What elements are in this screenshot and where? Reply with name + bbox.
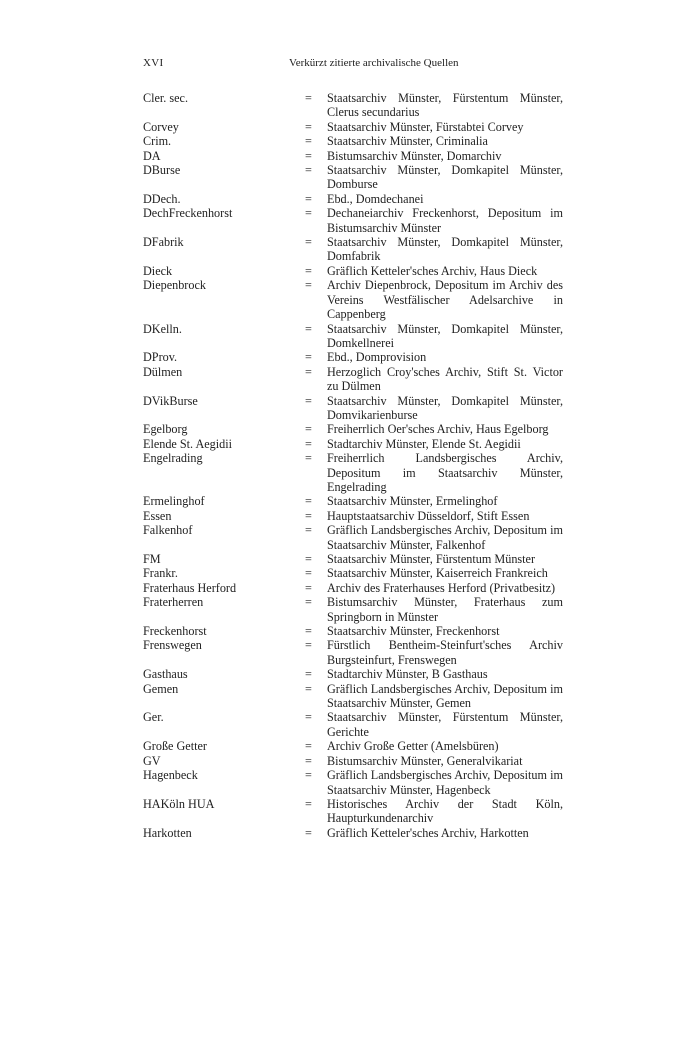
abbreviation-entry bbox=[143, 163, 563, 192]
abbreviation-entry bbox=[143, 91, 563, 120]
equals-sign: = bbox=[305, 235, 312, 250]
equals-sign: = bbox=[305, 552, 312, 566]
entry-description: Archiv Diepenbrock, Depositum im Archiv des Vereins Westfälischer Adelsarchive in Cappenberg bbox=[327, 278, 563, 322]
equals-sign: = bbox=[305, 753, 312, 768]
entry-abbreviation: FM bbox=[143, 552, 161, 566]
entry-abbreviation: Corvey bbox=[143, 119, 179, 134]
entry-abbreviation: DechFreckenhorst bbox=[143, 206, 233, 221]
abbreviation-entry bbox=[143, 523, 563, 552]
equals-sign: = bbox=[305, 436, 312, 451]
entry-abbreviation: Freckenhorst bbox=[143, 624, 207, 639]
abbreviation-entry bbox=[143, 206, 563, 235]
entry-abbreviation: DA bbox=[143, 148, 161, 163]
abbreviation-entry bbox=[143, 754, 563, 768]
entry-abbreviation: DProv. bbox=[143, 350, 178, 365]
entry-description: Gräflich Landsbergisches Archiv, Depositum im Staatsarchiv Münster, Falkenhof bbox=[327, 523, 563, 552]
abbreviation-entry bbox=[143, 826, 563, 840]
entry-description: Ebd., Domdechanei bbox=[327, 191, 424, 206]
entry-description: Staatsarchiv Münster, Freckenhorst bbox=[327, 624, 500, 639]
entry-abbreviation: Falkenhof bbox=[143, 523, 193, 538]
entry-abbreviation: DBurse bbox=[143, 163, 181, 178]
entry-description: Freiherrlich Landsbergisches Archiv, Depositum im Staatsarchiv Münster, Engelrading bbox=[327, 451, 563, 494]
entry-abbreviation: DVikBurse bbox=[143, 393, 198, 408]
equals-sign: = bbox=[305, 595, 312, 610]
entry-description: Staatsarchiv Münster, Kaiserreich Frankreich bbox=[327, 566, 548, 581]
entry-description: Staatsarchiv Münster, Fürstentum Münster, Gerichte bbox=[327, 710, 563, 739]
equals-sign: = bbox=[305, 134, 312, 149]
abbreviation-entry bbox=[143, 682, 563, 711]
abbreviation-entry bbox=[143, 797, 563, 826]
equals-sign: = bbox=[305, 451, 312, 466]
entry-description: Staatsarchiv Münster, Domkapitel Münster, Domkellnerei bbox=[327, 321, 563, 350]
abbreviation-entry bbox=[143, 264, 563, 278]
entry-abbreviation: Große Getter bbox=[143, 739, 207, 754]
abbreviation-entry bbox=[143, 134, 563, 148]
entry-description: Ebd., Domprovision bbox=[327, 350, 427, 365]
abbreviation-entry bbox=[143, 624, 563, 638]
equals-sign: = bbox=[305, 825, 312, 840]
equals-sign: = bbox=[305, 163, 312, 178]
equals-sign: = bbox=[305, 566, 312, 581]
entry-description: Gräflich Ketteler'sches Archiv, Harkotten bbox=[327, 825, 529, 840]
abbreviation-entry bbox=[143, 365, 563, 394]
equals-sign: = bbox=[305, 206, 312, 221]
equals-sign: = bbox=[305, 148, 312, 163]
equals-sign: = bbox=[305, 523, 312, 538]
entry-abbreviation: Gemen bbox=[143, 681, 179, 696]
entry-abbreviation: Ger. bbox=[143, 710, 164, 725]
equals-sign: = bbox=[305, 494, 312, 509]
abbreviation-entry bbox=[143, 451, 563, 494]
page-number: XVI bbox=[143, 57, 164, 69]
equals-sign: = bbox=[305, 681, 312, 696]
equals-sign: = bbox=[305, 350, 312, 365]
entry-abbreviation: Frenswegen bbox=[143, 638, 202, 653]
abbreviation-entry bbox=[143, 667, 563, 681]
entry-abbreviation: DDech. bbox=[143, 191, 181, 206]
entry-description: Historisches Archiv der Stadt Köln, Haupturkundenarchiv bbox=[327, 796, 563, 826]
equals-sign: = bbox=[305, 796, 312, 811]
entry-abbreviation: Crim. bbox=[143, 134, 172, 149]
abbreviation-entry bbox=[143, 422, 563, 436]
equals-sign: = bbox=[305, 739, 312, 754]
entry-description: Freiherrlich Oer'sches Archiv, Haus Egelborg bbox=[327, 422, 549, 437]
entry-description: Archiv Große Getter (Amelsbüren) bbox=[327, 739, 499, 754]
entry-description: Hauptstaatsarchiv Düsseldorf, Stift Essen bbox=[327, 508, 530, 523]
abbreviation-entry bbox=[143, 509, 563, 523]
abbreviation-entry bbox=[143, 149, 563, 163]
entry-abbreviation: Essen bbox=[143, 508, 172, 523]
equals-sign: = bbox=[305, 191, 312, 206]
equals-sign: = bbox=[305, 667, 312, 682]
entry-description: Stadtarchiv Münster, Elende St. Aegidii bbox=[327, 436, 521, 451]
entry-description: Staatsarchiv Münster, Domkapitel Münster, Domvikarienburse bbox=[327, 393, 563, 422]
abbreviation-entry bbox=[143, 494, 563, 508]
abbreviation-entry bbox=[143, 566, 563, 580]
entry-description: Fürstlich Bentheim-Steinfurt'sches Archiv Burgsteinfurt, Frenswegen bbox=[327, 638, 563, 667]
abbreviation-entry bbox=[143, 739, 563, 753]
entry-description: Staatsarchiv Münster, Fürstabtei Corvey bbox=[327, 119, 524, 134]
entry-abbreviation: Gasthaus bbox=[143, 667, 188, 682]
abbreviation-entry bbox=[143, 322, 563, 351]
entry-description: Staatsarchiv Münster, Domkapitel Münster, Domfabrik bbox=[327, 235, 563, 264]
running-title: Verkürzt zitierte archivalische Quellen bbox=[289, 57, 459, 69]
abbreviation-entry bbox=[143, 552, 563, 566]
entry-abbreviation: Hagenbeck bbox=[143, 768, 198, 783]
entry-description: Dechaneiarchiv Freckenhorst, Depositum im Bistumsarchiv Münster bbox=[327, 206, 563, 235]
entry-description: Staatsarchiv Münster, Fürstentum Münster, Clerus secundarius bbox=[327, 91, 563, 120]
entry-description: Herzoglich Croy'sches Archiv, Stift St. Victor zu Dülmen bbox=[327, 364, 563, 394]
abbreviation-entry bbox=[143, 638, 563, 667]
equals-sign: = bbox=[305, 393, 312, 408]
entry-description: Staatsarchiv Münster, Fürstentum Münster bbox=[327, 552, 536, 566]
entry-abbreviation: Dülmen bbox=[143, 364, 183, 379]
equals-sign: = bbox=[305, 119, 312, 134]
equals-sign: = bbox=[305, 263, 312, 278]
abbreviation-entry bbox=[143, 192, 563, 206]
entry-description: Archiv des Fraterhauses Herford (Privatbesitz) bbox=[327, 580, 556, 595]
equals-sign: = bbox=[305, 91, 312, 105]
entry-abbreviation: Egelborg bbox=[143, 422, 188, 437]
abbreviation-list bbox=[143, 91, 563, 840]
entry-description: Gräflich Landsbergisches Archiv, Depositum im Staatsarchiv Münster, Gemen bbox=[327, 681, 563, 711]
entry-abbreviation: Engelrading bbox=[143, 451, 203, 466]
entry-description: Bistumsarchiv Münster, Fraterhaus zum Springborn in Münster bbox=[327, 595, 563, 624]
equals-sign: = bbox=[305, 321, 312, 336]
equals-sign: = bbox=[305, 710, 312, 725]
equals-sign: = bbox=[305, 364, 312, 379]
entry-abbreviation: Cler. sec. bbox=[143, 91, 189, 105]
equals-sign: = bbox=[305, 768, 312, 783]
equals-sign: = bbox=[305, 422, 312, 437]
equals-sign: = bbox=[305, 638, 312, 653]
entry-abbreviation: Fraterherren bbox=[143, 595, 204, 610]
abbreviation-entry bbox=[143, 437, 563, 451]
abbreviation-entry bbox=[143, 120, 563, 134]
entry-description: Stadtarchiv Münster, B Gasthaus bbox=[327, 667, 488, 682]
entry-abbreviation: Frankr. bbox=[143, 566, 178, 581]
equals-sign: = bbox=[305, 508, 312, 523]
abbreviation-entry bbox=[143, 235, 563, 264]
entry-description: Staatsarchiv Münster, Domkapitel Münster, Domburse bbox=[327, 163, 563, 192]
entry-description: Gräflich Landsbergisches Archiv, Depositum im Staatsarchiv Münster, Hagenbeck bbox=[327, 768, 563, 797]
abbreviation-entry bbox=[143, 394, 563, 423]
abbreviation-entry bbox=[143, 768, 563, 797]
entry-description: Bistumsarchiv Münster, Domarchiv bbox=[327, 148, 502, 163]
abbreviation-entry bbox=[143, 710, 563, 739]
entry-abbreviation: Elende St. Aegidii bbox=[143, 436, 233, 451]
abbreviation-entry bbox=[143, 595, 563, 624]
abbreviation-entry bbox=[143, 350, 563, 364]
entry-description: Gräflich Ketteler'sches Archiv, Haus Dieck bbox=[327, 263, 538, 278]
entry-description: Staatsarchiv Münster, Ermelinghof bbox=[327, 494, 498, 509]
entry-abbreviation: HAKöln HUA bbox=[143, 796, 215, 811]
entry-abbreviation: Fraterhaus Herford bbox=[143, 580, 237, 595]
entry-abbreviation: DFabrik bbox=[143, 235, 184, 250]
entry-abbreviation: Ermelinghof bbox=[143, 494, 205, 509]
abbreviation-entry bbox=[143, 581, 563, 595]
entry-description: Bistumsarchiv Münster, Generalvikariat bbox=[327, 753, 523, 768]
entry-description: Staatsarchiv Münster, Criminalia bbox=[327, 134, 488, 149]
abbreviation-entry bbox=[143, 278, 563, 321]
entry-abbreviation: GV bbox=[143, 753, 161, 768]
equals-sign: = bbox=[305, 278, 312, 293]
equals-sign: = bbox=[305, 624, 312, 639]
entry-abbreviation: Diepenbrock bbox=[143, 278, 206, 293]
entry-abbreviation: Dieck bbox=[143, 263, 173, 278]
entry-abbreviation: DKelln. bbox=[143, 321, 182, 336]
running-head bbox=[143, 55, 563, 71]
entry-abbreviation: Harkotten bbox=[143, 825, 192, 840]
equals-sign: = bbox=[305, 580, 312, 595]
